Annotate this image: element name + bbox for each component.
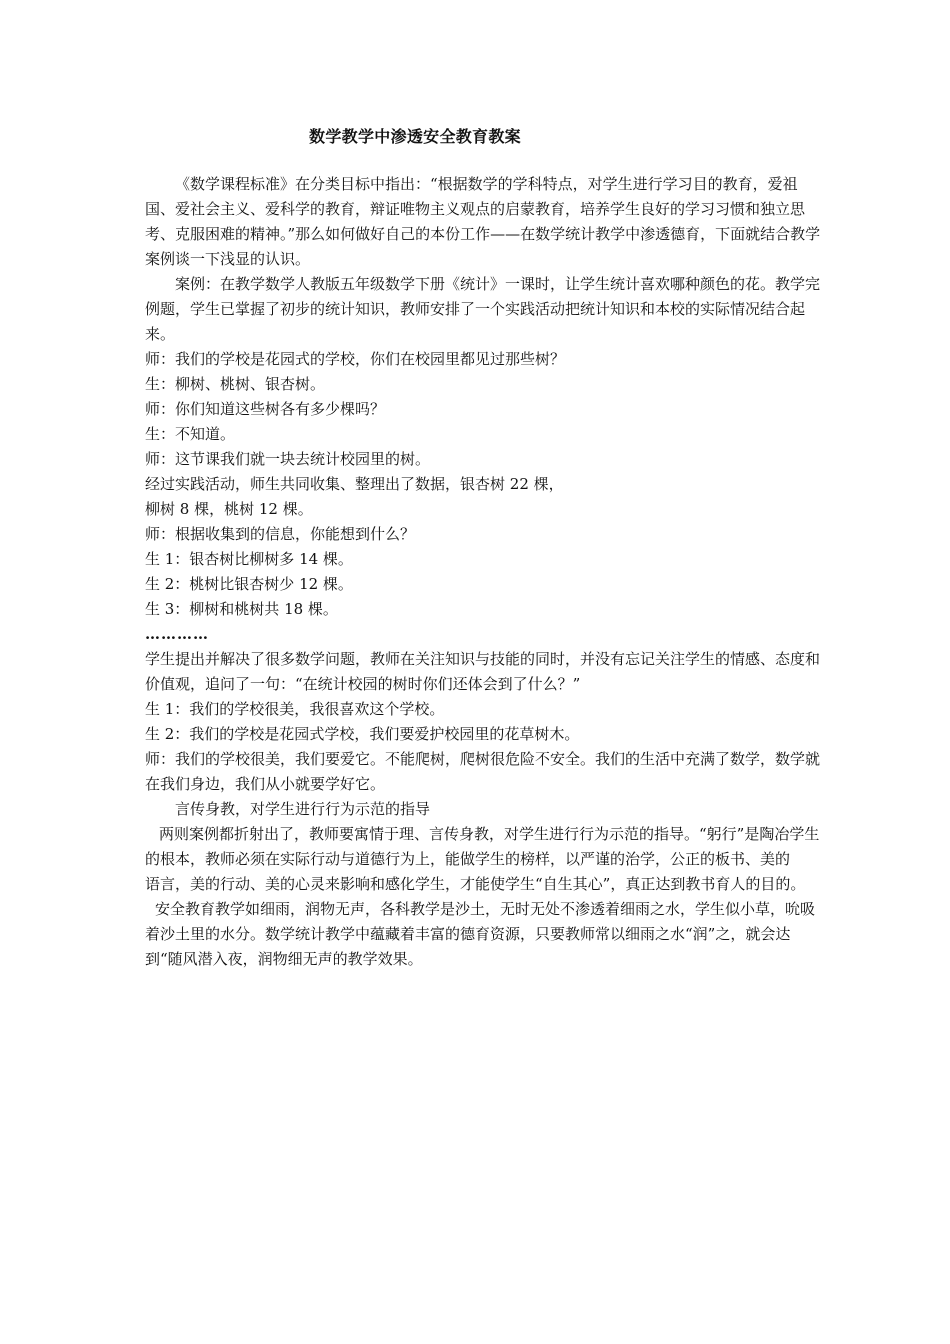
dialogue-line: 生：柳树、桃树、银杏树。 bbox=[145, 375, 326, 393]
paragraph-followup: 学生提出并解决了很多数学问题，教师在关注知识与技能的同时，并没有忘记关注学生的情感、态度和价值观，追问了一句：“在统计校园的树时你们还体会到了什么？” bbox=[145, 650, 821, 693]
paragraph-body: 两则案例都折射出了，教师要寓情于理、言传身教，对学生进行行为示范的指导。“躬行”是陶冶学生的根本，教师必须在实际行动与道德行为上，能做学生的榜样，以严谨的治学，公正的板书、美的 bbox=[145, 825, 820, 868]
paragraph-body: 语言，美的行动、美的心灵来影响和感化学生，才能使学生“自生其心”，真正达到教书育人的目的。 bbox=[145, 875, 806, 893]
dialogue-line: 生 1：我们的学校很美，我很喜欢这个学校。 bbox=[145, 700, 445, 718]
document-title: 数学教学中渗透安全教育教案 bbox=[309, 127, 521, 146]
dialogue-line: 师：我们的学校很美，我们要爱它。不能爬树，爬树很危险不安全。我们的生活中充满了数学，数学就在我们身边，我们从小就要学好它。 bbox=[145, 750, 821, 793]
dialogue-line: 生：不知道。 bbox=[145, 425, 236, 443]
paragraph-intro: 《数学课程标准》在分类目标中指出：“根据数学的学科特点，对学生进行学习目的教育，爱祖国、爱社会主义、爱科学的教育，辩证唯物主义观点的启蒙教育，培养学生良好的学习习惯和独立思考、克服困难的精神。”那么如何做好自己的本份工作——在数学统计教学中渗透德育，下面就结合教学案例谈一下浅显的认识。 bbox=[145, 175, 821, 268]
paragraph-data: 经过实践活动，师生共同收集、整理出了数据，银杏树 22 棵， bbox=[145, 475, 564, 493]
paragraph-case: 案例：在教学数学人教版五年级数学下册《统计》一课时，让学生统计喜欢哪种颜色的花。教学完例题，学生已掌握了初步的统计知识，教师安排了一个实践活动把统计知识和本校的实际情况结合起来。 bbox=[145, 275, 821, 343]
paragraph-conclusion: 安全教育教学如细雨，润物无声，各科教学是沙土，无时无处不渗透着细雨之水，学生似小草，吮吸着沙土里的水分。数学统计教学中蕴藏着丰富的德育资源，只要教师常以细雨之水“润”之，就会达到“随风潜入夜，润物细无声的教学效果。 bbox=[145, 900, 816, 968]
dialogue-line: 师：这节课我们就一块去统计校园里的树。 bbox=[145, 450, 431, 468]
dialogue-line: 生 1：银杏树比柳树多 14 棵。 bbox=[145, 550, 353, 568]
dialogue-line: 生 3：柳树和桃树共 18 棵。 bbox=[145, 600, 338, 618]
section-heading: 言传身教，对学生进行行为示范的指导 bbox=[175, 800, 431, 818]
dialogue-line: 师：你们知道这些树各有多少棵吗？ bbox=[145, 400, 386, 418]
ellipsis-line: ………… bbox=[145, 625, 209, 643]
dialogue-line: 师：根据收集到的信息，你能想到什么？ bbox=[145, 525, 416, 543]
document-body bbox=[145, 172, 825, 972]
dialogue-line: 生 2：桃树比银杏树少 12 棵。 bbox=[145, 575, 353, 593]
dialogue-line: 生 2：我们的学校是花园式学校，我们要爱护校园里的花草树木。 bbox=[145, 725, 580, 743]
dialogue-line: 师：我们的学校是花园式的学校，你们在校园里都见过那些树？ bbox=[145, 350, 566, 368]
paragraph-data: 柳树 8 棵，桃树 12 棵。 bbox=[145, 500, 313, 518]
